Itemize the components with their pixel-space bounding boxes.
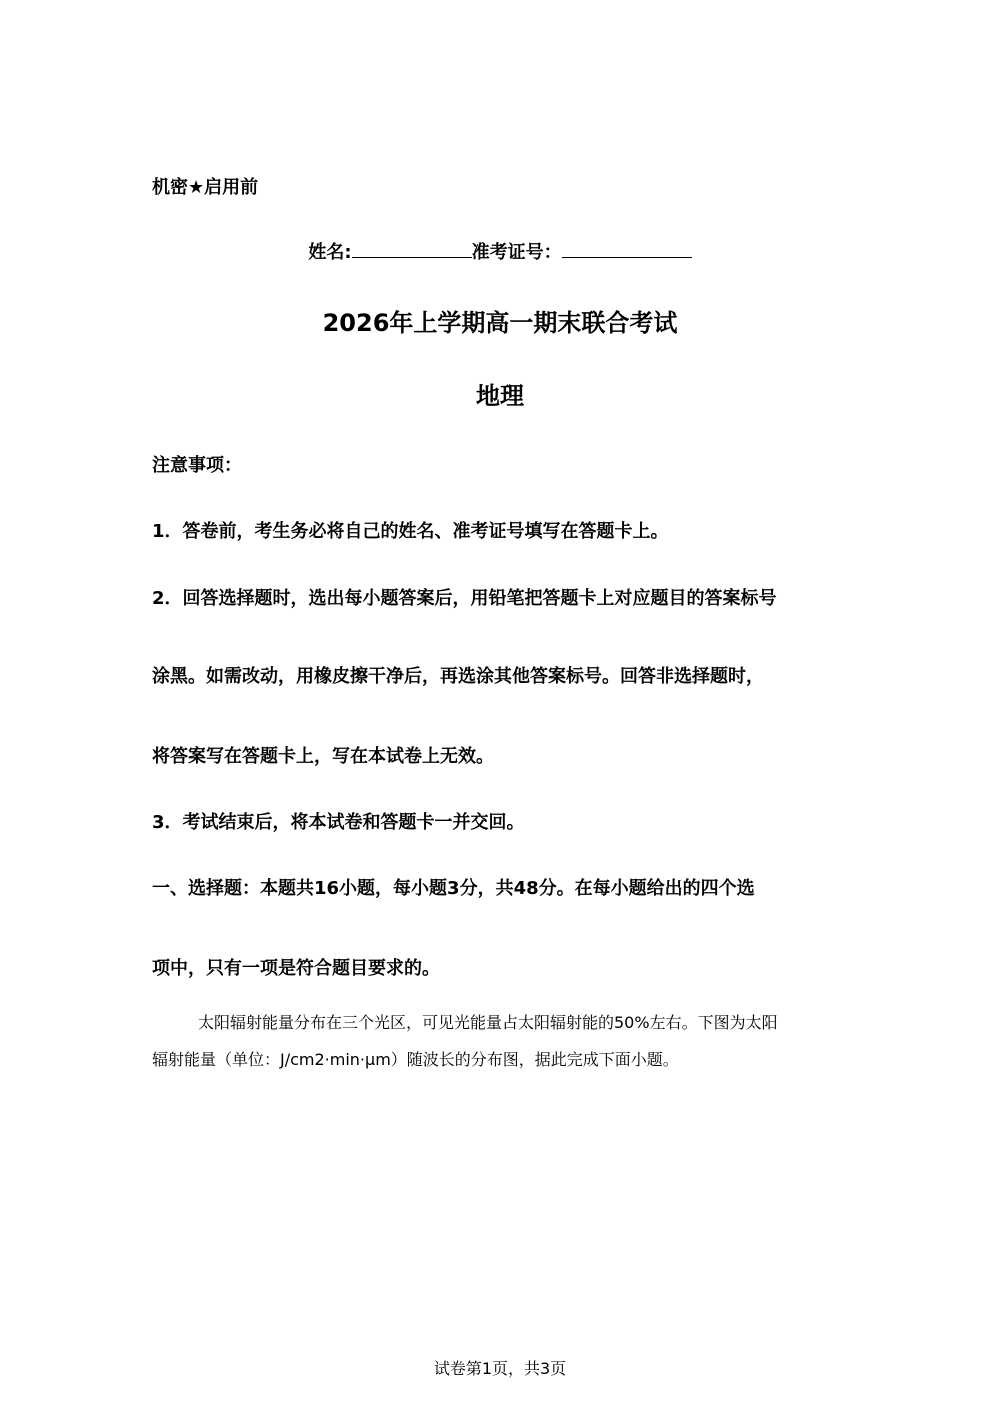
passage-line-1: 太阳辐射能量分布在三个光区，可见光能量占太阳辐射能的50%左右。下图为太阳 [198,1013,778,1032]
candidate-info-row [0,238,1000,264]
passage-line-2: 辐射能量（单位：J/cm2·min·μm）随波长的分布图，据此完成下面小题。 [152,1050,679,1069]
notes-heading: 注意事项： [152,455,242,476]
exam-title: 2026年上学期高一期末联合考试 [322,309,678,337]
name-label: 姓名: [308,242,352,263]
note-item-3: 3．考试结束后，将本试卷和答题卡一并交回。 [152,812,525,833]
section-heading-line-1: 一、选择题：本题共16小题，每小题3分，共48分。在每小题给出的四个选 [152,878,755,899]
subject-title: 地理 [476,382,524,410]
note-item-2-line-3: 将答案写在答题卡上，写在本试卷上无效。 [152,746,494,767]
exam-id-label: 准考证号： [471,242,562,263]
section-heading-line-2: 项中，只有一项是符合题目要求的。 [152,958,440,979]
name-blank-line[interactable] [352,241,472,258]
note-item-2-line-2: 涂黑。如需改动，用橡皮擦干净后，再选涂其他答案标号。回答非选择题时， [152,666,764,687]
exam-id-blank-line[interactable] [562,241,692,258]
note-item-1: 1．答卷前，考生务必将自己的姓名、准考证号填写在答题卡上。 [152,521,669,542]
note-item-2-line-1: 2．回答选择题时，选出每小题答案后，用铅笔把答题卡上对应题目的答案标号 [152,588,777,609]
page-footer: 试卷第1页，共3页 [433,1359,567,1378]
confidential-mark: 机密★启用前 [152,177,259,198]
